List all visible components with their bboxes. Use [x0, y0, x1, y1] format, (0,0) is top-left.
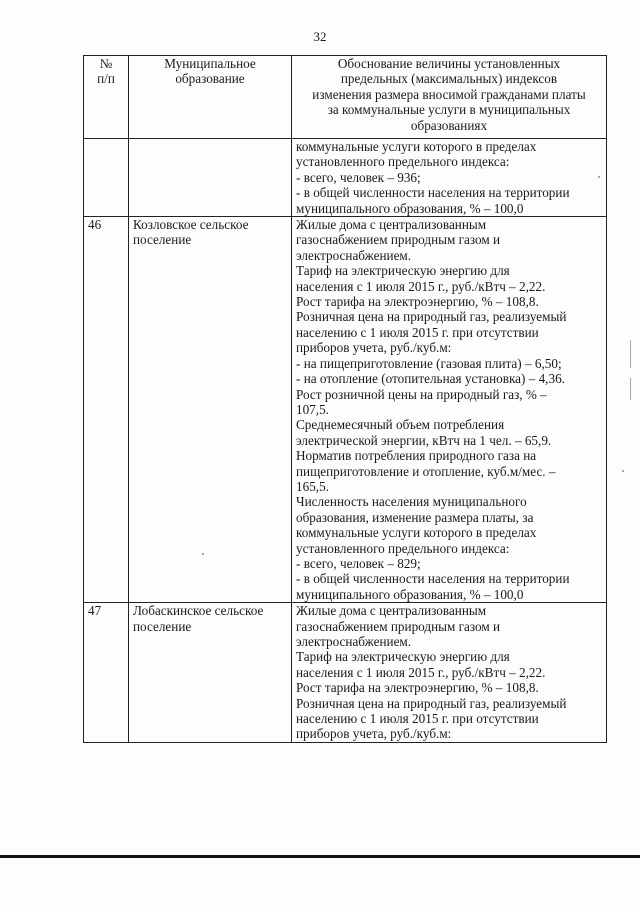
municipality-name-line: поселение [133, 232, 192, 248]
justification-line: населения с 1 июля 2015 г., руб./кВтч – 2,22. [296, 278, 546, 294]
municipality-name [129, 217, 292, 603]
justification-line: Рост тарифа на электроэнергию, % – 108,8. [296, 680, 539, 696]
scan-speck [202, 553, 204, 555]
header-number [84, 56, 129, 139]
justification-line: приборов учета, руб./куб.м: [296, 726, 452, 742]
justification-line: - в общей численности населения на территории [296, 185, 570, 201]
justification-line: 165,5. [296, 478, 329, 494]
justification-line: коммунальные услуги которого в пределах [296, 525, 537, 541]
page-bottom-rule [0, 855, 640, 858]
justification-text [292, 139, 607, 217]
justification-line: Норматив потребления природного газа на [296, 448, 537, 464]
header-line: образованиях [410, 117, 488, 133]
header-line: за коммунальные услуги в муниципальных [327, 102, 571, 118]
row-number: 47 [84, 603, 129, 743]
row-number [84, 139, 129, 217]
justification-line: - на пищеприготовление (газовая плита) – 6,50; [296, 355, 562, 371]
table-row [84, 603, 607, 743]
justification-line: Жилые дома с централизованным [296, 603, 487, 619]
justification-line: приборов учета, руб./куб.м: [296, 340, 452, 356]
header-justification [292, 56, 607, 139]
table-row [84, 139, 607, 217]
justification-line: населению с 1 июля 2015 г. при отсутствии [296, 324, 539, 340]
header-line: № [99, 56, 113, 71]
justification-line: Тариф на электрическую энергию для [296, 649, 510, 665]
municipality-name-line: поселение [133, 618, 192, 634]
justification-line: Численность населения муниципального [296, 494, 527, 510]
justification-line: электроснабжением. [296, 634, 412, 649]
justification-line: 107,5. [296, 401, 329, 417]
justification-line: Тариф на электрическую энергию для [296, 263, 510, 279]
justification-line: установленного предельного индекса: [296, 540, 510, 556]
justification-line: - на отопление (отопительная установка) – 4,36. [296, 371, 565, 387]
header-line: предельных (максимальных) индексов [340, 71, 558, 87]
justification-line: муниципального образования, % – 100,0 [296, 200, 524, 216]
scan-speck [598, 176, 600, 178]
header-line: Муниципальное [164, 56, 256, 71]
scan-speck [622, 470, 624, 472]
justification-line: населению с 1 июля 2015 г. при отсутствии [296, 711, 539, 727]
justification-line: Розничная цена на природный газ, реализуемый [296, 309, 567, 325]
table-header-row [84, 56, 607, 139]
table-body [84, 139, 607, 743]
header-line: п/п [97, 71, 115, 87]
justification-text [292, 603, 607, 743]
justification-line: электрической энергии, кВтч на 1 чел. – 65,9. [296, 432, 552, 448]
municipality-name-line: Лобаскинское сельское [133, 603, 264, 619]
table-row [84, 217, 607, 603]
tariff-table [83, 55, 607, 743]
justification-line: Жилые дома с централизованным [296, 217, 487, 233]
municipality-name-line: Козловское сельское [133, 217, 249, 233]
justification-line: образования, изменение размера платы, за [296, 509, 534, 525]
page-number: 32 [313, 29, 327, 44]
header-line: изменения размера вносимой гражданами платы [312, 86, 586, 102]
justification-text [292, 217, 607, 603]
municipality-name [129, 139, 292, 217]
row-number: 46 [84, 217, 129, 603]
scan-mark [630, 340, 631, 368]
municipality-name [129, 603, 292, 743]
justification-line: Рост розничной цены на природный газ, % – [296, 386, 547, 402]
justification-line: муниципального образования, % – 100,0 [296, 586, 524, 602]
header-municipality [129, 56, 292, 139]
justification-line: - в общей численности населения на территории [296, 571, 570, 587]
justification-line: электроснабжением. [296, 247, 412, 263]
justification-line: коммунальные услуги которого в пределах [296, 139, 537, 154]
justification-line: газоснабжением природным газом и [296, 232, 501, 248]
justification-line: - всего, человек – 829; [296, 555, 421, 571]
justification-line: Розничная цена на природный газ, реализуемый [296, 695, 567, 711]
justification-line: Рост тарифа на электроэнергию, % – 108,8. [296, 294, 539, 310]
justification-line: - всего, человек – 936; [296, 169, 421, 185]
header-line: образование [175, 71, 245, 87]
justification-line: Среднемесячный объем потребления [296, 417, 505, 433]
scan-mark [630, 378, 631, 400]
header-line: Обоснование величины установленных [337, 56, 561, 71]
justification-line: пищеприготовление и отопление, куб.м/мес. – [296, 463, 556, 479]
justification-line: газоснабжением природным газом и [296, 618, 501, 634]
justification-line: установленного предельного индекса: [296, 154, 510, 170]
justification-line: населения с 1 июля 2015 г., руб./кВтч – 2,22. [296, 664, 546, 680]
